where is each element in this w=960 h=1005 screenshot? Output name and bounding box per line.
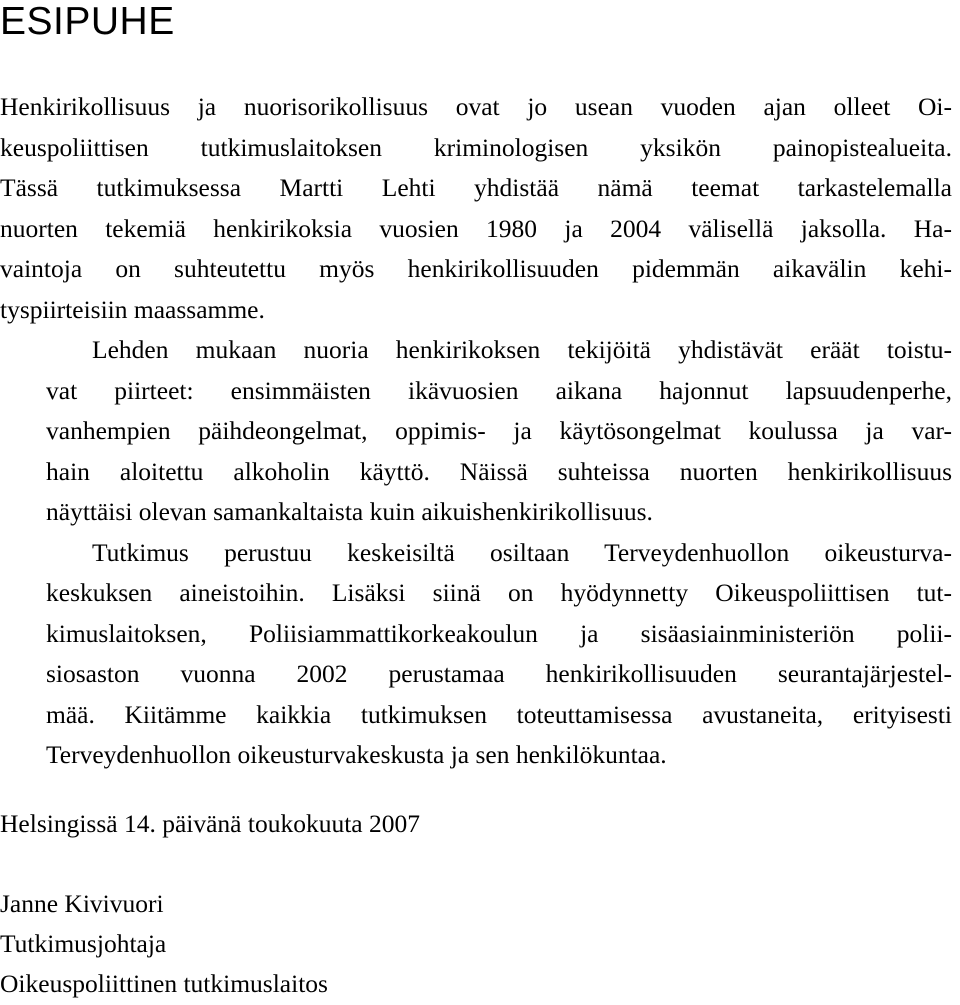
paragraph-line: Lehden mukaan nuoria henkirikoksen tekijöitä yhdistävät eräät toistu-: [92, 335, 952, 364]
paragraph: [0, 533, 952, 776]
page-title: ESIPUHE: [0, 0, 175, 43]
paragraph-line: vat piirteet: ensimmäisten ikävuosien aikana hajonnut lapsuudenperhe,: [46, 375, 952, 405]
paragraph-line: Tässä tutkimuksessa Martti Lehti yhdistää nämä teemat tarkastelemalla: [0, 173, 952, 202]
signature-organization: Oikeuspoliittinen tutkimuslaitos: [0, 969, 328, 998]
body-text: [0, 87, 952, 776]
paragraph-line: näyttäisi olevan samankaltaista kuin aikuishenkirikollisuus.: [46, 497, 653, 526]
paragraph-line: keuspoliittisen tutkimuslaitoksen kriminologisen yksikön painopistealueita.: [0, 132, 952, 162]
signature-name: Janne Kivivuori: [0, 889, 164, 918]
paragraph-line: nuorten tekemiä henkirikoksia vuosien 1980 ja 2004 välisellä jaksolla. Ha-: [0, 213, 952, 243]
dateline: Helsingissä 14. päivänä toukokuuta 2007: [0, 809, 420, 838]
paragraph-line: vaintoja on suhteutettu myös henkirikollisuuden pidemmän aikavälin kehi-: [0, 254, 952, 283]
paragraph-line: keskuksen aineistoihin. Lisäksi siinä on hyödynnetty Oikeuspoliittisen tut-: [46, 578, 952, 607]
paragraph-line: siosaston vuonna 2002 perustamaa henkirikollisuuden seurantajärjestel-: [46, 659, 952, 688]
paragraph-line: Henkirikollisuus ja nuorisorikollisuus ovat jo usean vuoden ajan olleet Oi-: [0, 92, 952, 121]
paragraph-line: tyspiirteisiin maassamme.: [0, 294, 265, 324]
paragraph-line: hain aloitettu alkoholin käyttö. Näissä suhteissa nuorten henkirikollisuus: [46, 456, 952, 486]
paragraph-line: vanhempien päihdeongelmat, oppimis- ja käytösongelmat koulussa ja var-: [46, 416, 952, 445]
paragraph-line: mää. Kiitämme kaikkia tutkimuksen toteuttamisessa avustaneita, erityisesti: [46, 699, 952, 729]
signature-title: Tutkimusjohtaja: [0, 929, 167, 958]
paragraph-line: Tutkimus perustuu keskeisiltä osiltaan Terveydenhuollon oikeusturva-: [92, 537, 952, 567]
paragraph: [0, 87, 952, 330]
paragraph: [0, 330, 952, 533]
paragraph-line: kimuslaitoksen, Poliisiammattikorkeakoulun ja sisäasiainministeriön polii-: [46, 618, 952, 648]
paragraph-line: Terveydenhuollon oikeusturvakeskusta ja sen henkilökuntaa.: [46, 740, 667, 769]
